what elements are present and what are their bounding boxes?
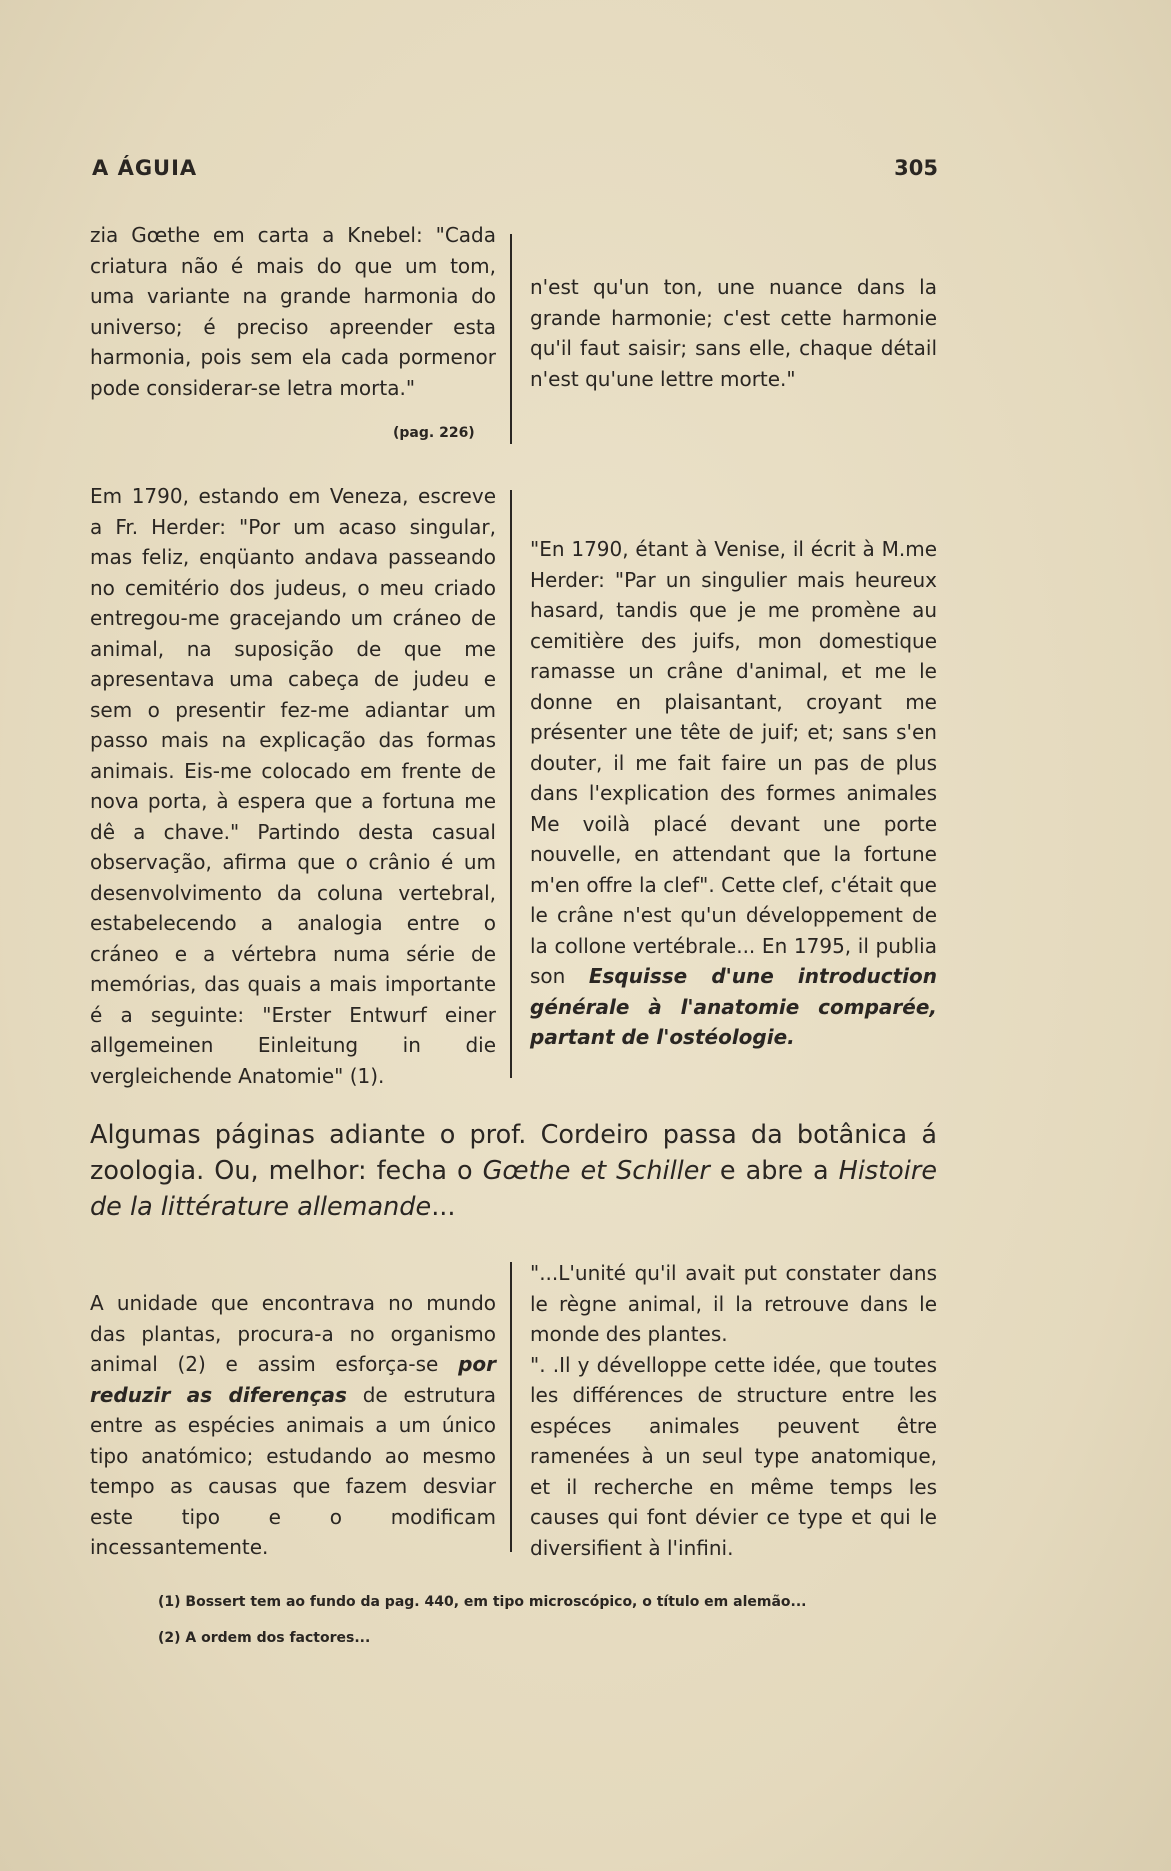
section3-portuguese <box>90 1288 496 1563</box>
column-divider <box>510 234 512 444</box>
section3-fr-text-2: ". .Il y dévelloppe cette idée, que toutes les différences de structure entre les espéces animales peuvent être ramenées à un seul type anatomique, et il recherche en même temps les causes qui font dévier ce type et qui le diversifient à l'infini. <box>530 1352 937 1560</box>
transition-italic-1: Gœthe et Schiller <box>482 1156 710 1186</box>
section2-fr-title: Esquisse d'une introduction générale à l'anatomie comparée, partant de l'ostéologie. <box>530 964 937 1049</box>
section3-fr-text-1: "...L'unité qu'il avait put constater dans le règne animal, il la retrouve dans le monde des plantes. <box>530 1261 937 1346</box>
section2-french <box>530 534 937 1053</box>
footnote-1: (1) Bossert tem ao fundo da pag. 440, em tipo microscópico, o título em alemão... <box>158 1594 807 1610</box>
transition-text-2: e abre a <box>719 1156 829 1186</box>
transition-italic-2: Histoire de la littérature allemande <box>90 1156 938 1222</box>
page-header <box>92 152 938 192</box>
footnote-2: (2) A ordem dos factores... <box>158 1630 371 1646</box>
section3-pt-italic: por reduzir as diferenças <box>90 1352 497 1407</box>
section3-pt-text-b: de estrutura entre as espécies animais a um único tipo anatómico; estudando ao mesmo tempo as causas que fazem desviar este tipo e o modificam incessantemente. <box>90 1382 496 1559</box>
section2-fr-text: "En 1790, étant à Venise, il écrit à M.me Herder: "Par un singulier mais heureux hasard, tandis que je me promène au cemitière des juifs, mon domestique ramasse un crâne d'animal, et me le donne en plaisantant, croyant me présenter une tête de juif; et; sans s'en douter, il me fait faire un pas de plus dans l'explication des formes animales Me voilà placé devant une porte nouvelle, en attendant que la fortune m'en offre la clef". Cette clef, c'était que le crâne n'est qu'un développement de la collone vertébrale... En 1795, il publia son <box>530 537 937 988</box>
quote1-french <box>530 272 937 394</box>
transition-text-1: Algumas páginas adiante o prof. Cordeiro passa da botânica á zoologia. Ou, melhor: fecha o <box>90 1120 937 1186</box>
column-divider <box>510 1262 512 1552</box>
section3-french <box>530 1258 937 1563</box>
section2-fr-paragraph <box>530 534 937 1053</box>
section3-pt-paragraph <box>90 1288 496 1563</box>
section3-pt-text-a: A unidade que encontrava no mundo das plantas, procura-a no organismo animal (2) e assim esforça-se <box>90 1291 496 1376</box>
section2-pt-text: Em 1790, estando em Veneza, escreve a Fr. Herder: "Por um acaso singular, mas feliz, enqüanto andava passeando no cemitério dos judeus, o meu criado entregou-me gracejando um cráneo de animal, na suposição de que me apresentava uma cabeça de judeu e sem o presentir fez-me adiantar um passo mais na explicação das formas animais. Eis-me colocado em frente de nova porta, à espera que a fortuna me dê a chave." Partindo desta casual observação, afirma que o crânio é um desenvolvimento da coluna vertebral, estabelecendo a analogia entre o cráneo e a vértebra numa série de memórias, das quais a mais importante é a seguinte: "Erster Entwurf einer allgemeinen Einleitung in die vergleichende Anatomie" (1). <box>90 484 496 1088</box>
citation: (pag. 226) <box>393 425 475 441</box>
quote1-pt-text: zia Gœthe em carta a Knebel: "Cada criatura não é mais do que um tom, uma variante na grande harmonia do universo; é preciso apreender esta harmonia, pois sem ela cada pormenor pode considerar-se letra morta." <box>90 223 496 400</box>
quote1-portuguese <box>90 220 496 403</box>
running-head: A ÁGUIA <box>92 156 198 180</box>
transition-paragraph <box>90 1117 937 1225</box>
transition-text-3: ... <box>431 1192 456 1222</box>
quote1-fr-text: n'est qu'un ton, une nuance dans la grande harmonie; c'est cette harmonie qu'il faut saisir; sans elle, chaque détail n'est qu'une lettre morte." <box>530 275 937 391</box>
section2-portuguese <box>90 481 496 1091</box>
page-number: 305 <box>894 156 938 180</box>
column-divider <box>510 490 512 1078</box>
